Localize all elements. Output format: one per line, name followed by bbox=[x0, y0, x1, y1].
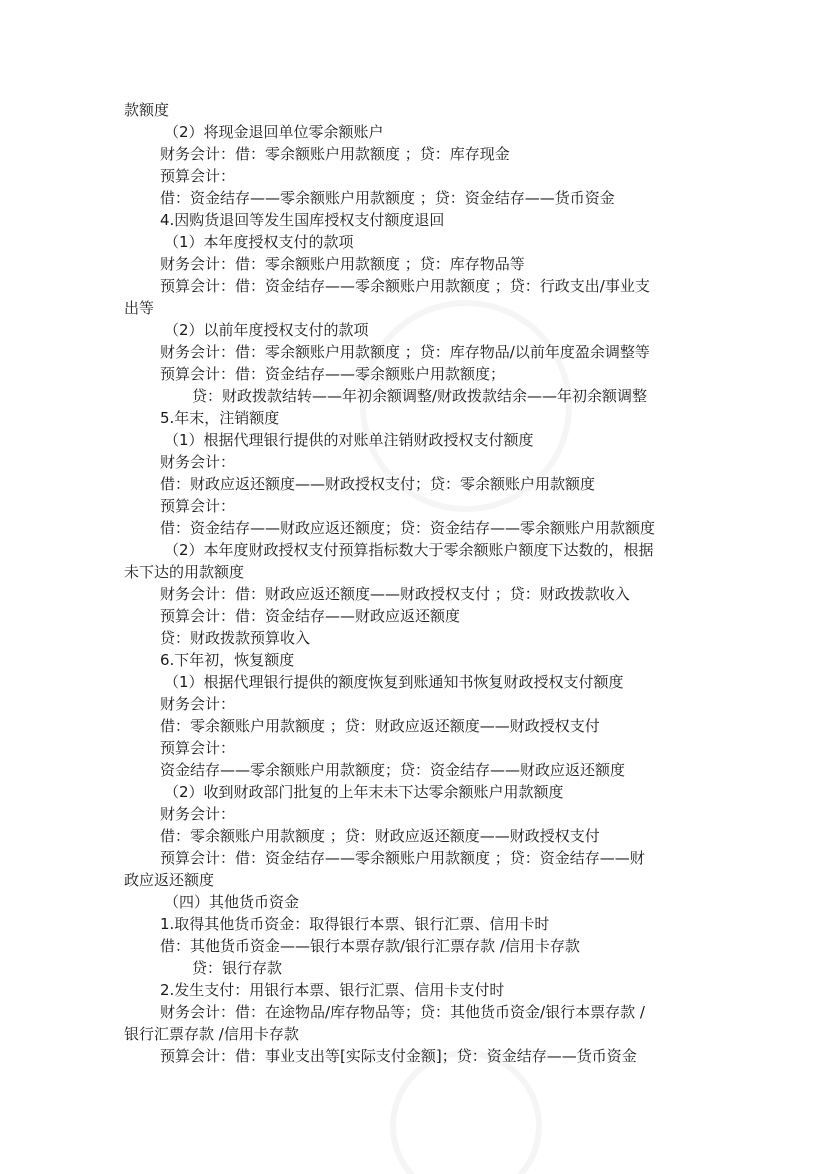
watermark-seal-bottom bbox=[360, 1020, 572, 1174]
text-line: 借：资金结存——零余额账户用款额度 ；贷：资金结存——货币资金 bbox=[160, 189, 615, 207]
text-line: 5.年末，注销额度 bbox=[160, 409, 280, 427]
text-line: 预算会计：借：资金结存——财政应返还额度 bbox=[160, 607, 461, 625]
text-line: （四）其他货币资金 bbox=[164, 893, 300, 911]
text-line: 借：其他货币资金——银行本票存款/银行汇票存款 /信用卡存款 bbox=[160, 937, 580, 955]
text-line: 4.因购货退回等发生国库授权支付额度退回 bbox=[160, 211, 445, 229]
text-line: 借：资金结存——财政应返还额度；贷：资金结存——零余额账户用款额度 bbox=[160, 519, 656, 537]
text-line: 借：零余额账户用款额度 ；贷：财政应返还额度——财政授权支付 bbox=[160, 717, 600, 735]
text-line: 财务会计：借：财政应返还额度——财政授权支付 ；贷：财政拨款收入 bbox=[160, 585, 630, 603]
text-line: 财务会计： bbox=[160, 695, 236, 713]
text-line: （2）将现金退回单位零余额账户 bbox=[164, 123, 384, 141]
text-line: 1.取得其他货币资金：取得银行本票、银行汇票、信用卡时 bbox=[160, 915, 550, 933]
text-line: 资金结存——零余额账户用款额度；贷：资金结存——财政应返还额度 bbox=[160, 761, 626, 779]
text-line: 财务会计：借：零余额账户用款额度 ；贷：库存现金 bbox=[160, 145, 510, 163]
text-line: 预算会计： bbox=[160, 167, 236, 185]
text-line: 银行汇票存款 /信用卡存款 bbox=[124, 1025, 299, 1043]
text-line: 财务会计：借：零余额账户用款额度 ；贷：库存物品等 bbox=[160, 255, 525, 273]
text-line: 预算会计：借：资金结存——零余额账户用款额度 ；贷：资金结存——财 bbox=[160, 849, 645, 867]
text-line: 借：财政应返还额度——财政授权支付；贷：零余额账户用款额度 bbox=[160, 475, 596, 493]
text-line: （1）根据代理银行提供的对账单注销财政授权支付额度 bbox=[164, 431, 534, 449]
text-line: 贷：银行存款 bbox=[192, 959, 283, 977]
text-line: （1）根据代理银行提供的额度恢复到账通知书恢复财政授权支付额度 bbox=[164, 673, 624, 691]
text-line: 财务会计：借：零余额账户用款额度 ；贷：库存物品/以前年度盈余调整等 bbox=[160, 343, 650, 361]
text-line: 预算会计：借：资金结存——零余额账户用款额度； bbox=[160, 365, 506, 383]
text-line: 贷：财政拨款预算收入 bbox=[160, 629, 311, 647]
text-line: 财务会计： bbox=[160, 453, 236, 471]
text-line: 预算会计：借：事业支出等[实际支付金额]；贷：资金结存——货币资金 bbox=[160, 1047, 637, 1065]
text-line: 贷：财政拨款结转——年初余额调整/财政拨款结余——年初余额调整 bbox=[192, 387, 648, 405]
text-line: 预算会计：借：资金结存——零余额账户用款额度 ；贷：行政支出/事业支 bbox=[160, 277, 650, 295]
text-line: 6.下年初，恢复额度 bbox=[160, 651, 295, 669]
text-line: 未下达的用款额度 bbox=[124, 563, 245, 581]
text-line: （1）本年度授权支付的款项 bbox=[164, 233, 354, 251]
text-line: （2）本年度财政授权支付预算指标数大于零余额账户额度下达数的，根据 bbox=[164, 541, 654, 559]
text-line: 预算会计： bbox=[160, 739, 236, 757]
text-line: 借：零余额账户用款额度 ；贷：财政应返还额度——财政授权支付 bbox=[160, 827, 600, 845]
text-line: 预算会计： bbox=[160, 497, 236, 515]
text-line: 款额度 bbox=[124, 101, 170, 119]
text-line: 政应返还额度 bbox=[124, 871, 215, 889]
text-line: 出等 bbox=[124, 299, 155, 317]
text-line: （2）以前年度授权支付的款项 bbox=[164, 321, 369, 339]
text-line: 2.发生支付：用银行本票、银行汇票、信用卡支付时 bbox=[160, 981, 505, 999]
text-line: 财务会计：借：在途物品/库存物品等；贷：其他货币资金/银行本票存款 / bbox=[160, 1003, 645, 1021]
text-line: 财务会计： bbox=[160, 805, 236, 823]
text-line: （2）收到财政部门批复的上年末未下达零余额账户用款额度 bbox=[164, 783, 564, 801]
